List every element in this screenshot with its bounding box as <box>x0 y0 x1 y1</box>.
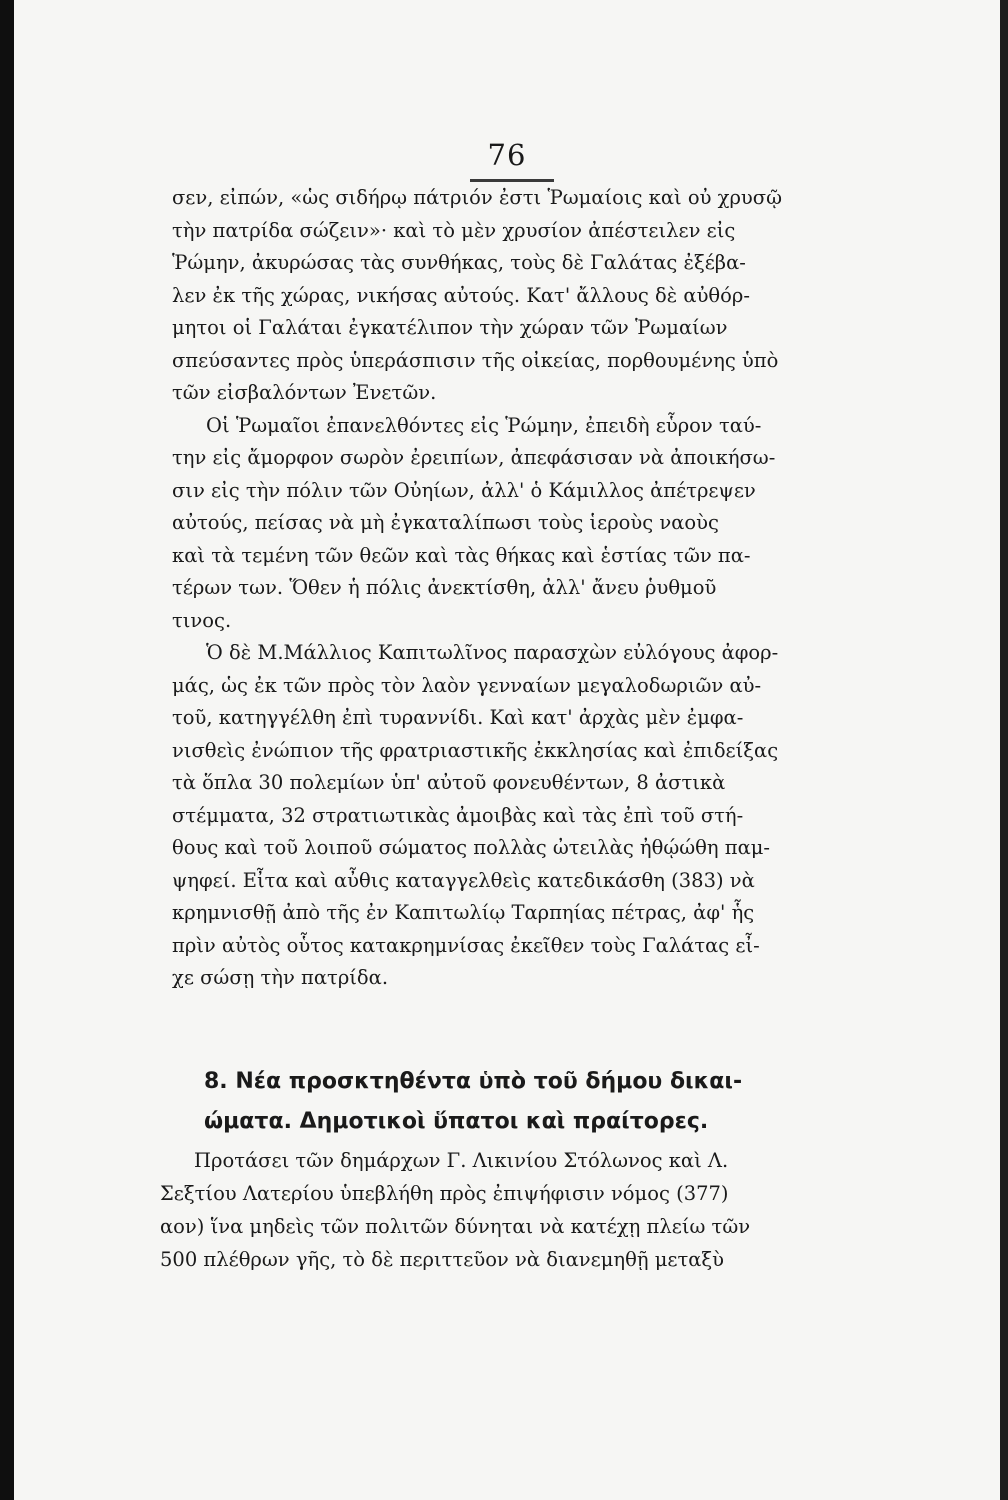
text-line: μάς, ὡς ἐκ τῶν πρὸς τὸν λαὸν γενναίων μεγαλοδωριῶν αὐ- <box>172 673 762 697</box>
text-line: λεν ἐκ τῆς χώρας, νικήσας αὐτούς. Κατ' ἄλλους δὲ αὐθόρ- <box>172 283 750 307</box>
text-line: χε σώσῃ τὴν πατρίδα. <box>172 966 389 989</box>
text-line: σιν εἰς τὴν πόλιν τῶν Οὐηίων, ἀλλ' ὁ Κάμιλλος ἀπέτρεψεν <box>172 478 756 502</box>
text-line: πρὶν αὐτὸς οὗτος κατακρημνίσας ἐκεῖθεν τοὺς Γαλάτας εἶ- <box>172 933 760 957</box>
text-line: τὰ ὅπλα 30 πολεμίων ὑπ' αὐτοῦ φονευθέντων, 8 ἀστικὰ <box>172 771 726 794</box>
text-line: Σεξτίου Λατερίου ὑπεβλήθη πρὸς ἐπιψήφισιν νόμος (377) <box>160 1182 729 1205</box>
main-paragraphs <box>172 182 844 995</box>
page-number: 76 <box>487 138 527 172</box>
text-line: Προτάσει τῶν δημάρχων Γ. Λικινίου Στόλωνος καὶ Λ. <box>194 1149 729 1172</box>
text-line: Ὁ δὲ Μ.Μάλλιος Καπιτωλῖνος παρασχὼν εὐλόγους ἀφορ- <box>206 641 779 664</box>
text-line: αον) ἵνα μηδεὶς τῶν πολιτῶν δύνηται νὰ κατέχῃ πλείω τῶν <box>160 1215 751 1238</box>
text-line: Ῥώμην, ἀκυρώσας τὰς συνθήκας, τοὺς δὲ Γαλάτας ἐξέβα- <box>172 251 746 274</box>
text-line: κρημνισθῇ ἀπὸ τῆς ἐν Καπιτωλίῳ Ταρπηίας πέτρας, ἀφ' ἧς <box>172 901 755 924</box>
section-paragraph <box>160 1144 844 1276</box>
text-line: τῶν εἰσβαλόντων Ἐνετῶν. <box>172 381 437 404</box>
text-line: σπεύσαντες πρὸς ὑπεράσπισιν τῆς οἰκείας, πορθουμένης ὑπὸ <box>172 348 779 372</box>
text-line: καὶ τὰ τεμένη τῶν θεῶν καὶ τὰς θήκας καὶ ἑστίας τῶν πα- <box>172 543 751 567</box>
text-line: σεν, εἰπών, «ὡς σιδήρῳ πάτριόν ἐστι Ῥωμαίοις καὶ οὐ χρυσῷ <box>172 186 782 209</box>
text-line: θους καὶ τοῦ λοιποῦ σώματος πολλὰς ὠτειλὰς ἠθῴώθη παμ- <box>172 836 771 859</box>
text-line: Οἱ Ῥωμαῖοι ἐπανελθόντες εἰς Ῥώμην, ἐπειδὴ εὗρον ταύ- <box>206 413 762 437</box>
text-line: τοῦ, κατηγγέλθη ἐπὶ τυραννίδι. Καὶ κατ' ἀρχὰς μὲν ἐμφα- <box>172 706 744 729</box>
text-line: ψηφεί. Εἶτα καὶ αὖθις καταγγελθεὶς κατεδικάσθη (383) νὰ <box>172 868 755 892</box>
text-line: τινος. <box>172 608 232 632</box>
scan-border <box>0 0 14 1500</box>
text-line: 500 πλέθρων γῆς, τὸ δὲ περιττεῦον νὰ διανεμηθῇ μεταξὺ <box>160 1248 725 1271</box>
text-line: νισθεὶς ἐνώπιον τῆς φρατριαστικῆς ἐκκλησίας καὶ ἐπιδείξας <box>172 738 779 762</box>
heading-line: 8. Νέα προσκτηθέντα ὑπὸ τοῦ δήμου δικαι- <box>204 1069 743 1094</box>
text-line: την εἰς ἄμορφον σωρὸν ἐρειπίων, ἀπεφάσισαν νὰ ἀποικήσω- <box>172 446 776 469</box>
section-heading <box>204 1062 844 1142</box>
book-page <box>14 0 1000 1500</box>
text-line: μητοι οἱ Γαλάται ἐγκατέλιπον τὴν χώραν τῶν Ῥωμαίων <box>172 316 728 339</box>
text-line: αὐτούς, πείσας νὰ μὴ ἐγκαταλίπωσι τοὺς ἱεροὺς ναοὺς <box>172 511 719 534</box>
heading-line: ώματα. Δημοτικοὶ ὕπατοι καὶ πραίτορες. <box>204 1109 709 1134</box>
text-line: στέμματα, 32 στρατιωτικὰς ἀμοιβὰς καὶ τὰς ἐπὶ τοῦ στή- <box>172 803 744 827</box>
text-line: τέρων των. Ὅθεν ἡ πόλις ἀνεκτίσθη, ἀλλ' ἄνευ ῥυθμοῦ <box>172 576 717 599</box>
text-line: τὴν πατρίδα σώζειν»· καὶ τὸ μὲν χρυσίον ἀπέστειλεν εἰς <box>172 218 736 242</box>
